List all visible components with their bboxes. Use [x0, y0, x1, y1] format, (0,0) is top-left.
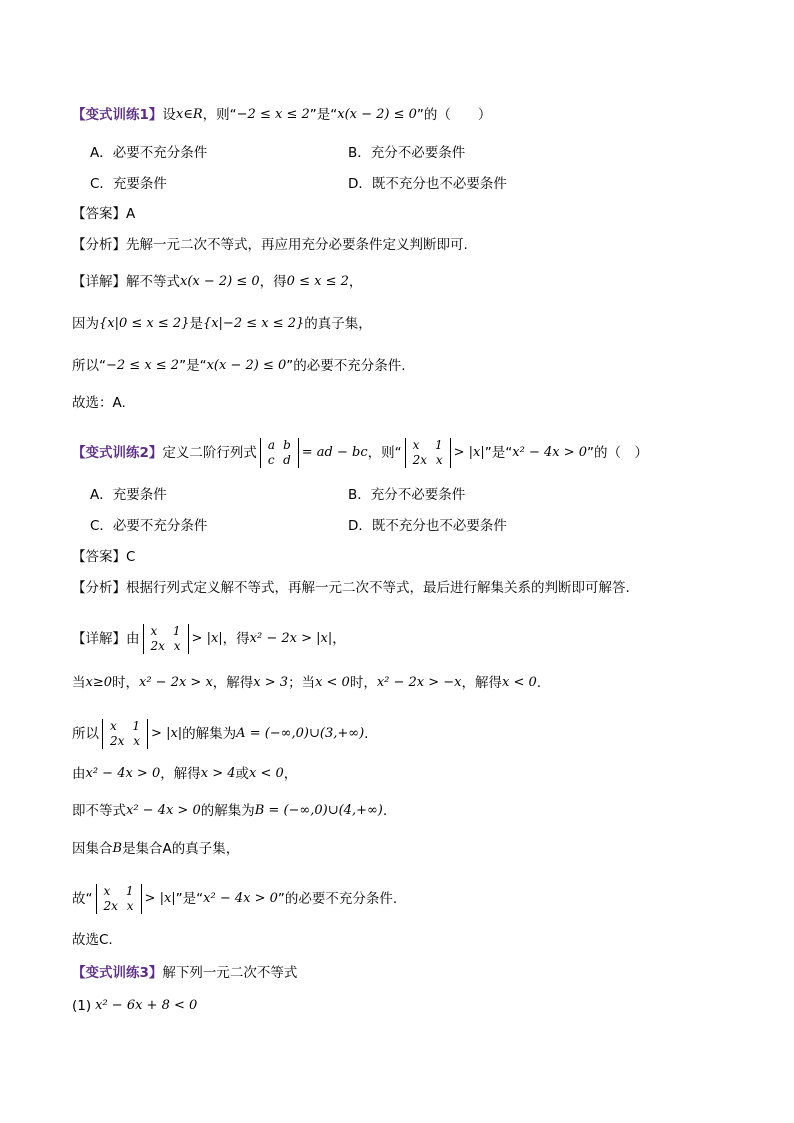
exercise2-choose: 故选C. [72, 932, 113, 948]
det-entry: 1 [132, 719, 141, 733]
text: 定义二阶行列式 [162, 445, 257, 461]
math: x² − 4x > 0 [85, 766, 161, 781]
det-entry: x [103, 884, 111, 898]
det-entry: 2x [110, 734, 125, 748]
exercise1-detail-line1 [72, 272, 362, 292]
exercise1-analysis [72, 235, 468, 255]
det-entry: x [126, 899, 134, 913]
det-entry: 1 [172, 624, 181, 638]
text: ”的（ ） [587, 445, 649, 461]
math: > |x| [453, 445, 485, 460]
exercise1-option-c: C．充要条件 [90, 176, 167, 192]
det-entry: d [283, 453, 291, 467]
math: x² − 4x > 0 [126, 803, 201, 818]
det-entry: c [267, 453, 275, 467]
text: 当 [72, 675, 86, 691]
math: x < 0 [249, 766, 284, 781]
text: 的真子集， [304, 316, 372, 332]
math: x < 0 [315, 675, 350, 690]
text: ”是“ [309, 107, 338, 123]
text: 是集合A的真子集， [122, 841, 240, 857]
label: 【分析】 [72, 237, 126, 253]
text: 故“ [72, 891, 93, 907]
exercise2-detail-line7 [72, 884, 397, 914]
math: > |x| [191, 631, 223, 646]
exercise2-option-a: A．充要条件 [90, 487, 167, 503]
exercise2-answer: 【答案】C [72, 549, 136, 565]
det-entry: x [150, 624, 158, 638]
text: 即不等式 [72, 803, 126, 819]
exercise2-detail-line1 [72, 624, 346, 654]
det-entry: 2x [103, 899, 118, 913]
text: 解不等式 [126, 274, 180, 290]
text: ， [332, 631, 346, 647]
text: 时， [349, 675, 377, 691]
text: ，得 [259, 274, 287, 290]
exercise3-question [72, 963, 297, 983]
exercise2-analysis [72, 578, 630, 598]
text: . [364, 726, 369, 742]
text: 或 [235, 766, 249, 782]
math: {x|0 ≤ x ≤ 2} [99, 316, 190, 331]
text: 因为 [72, 316, 99, 332]
exercise1-option-b: B．充分不必要条件 [348, 145, 466, 161]
math: x² − 2x > |x| [249, 631, 333, 646]
text: 由 [72, 766, 86, 782]
det-entry: x [412, 438, 420, 452]
text: . [382, 803, 388, 819]
math: x(x − 2) ≤ 0 [337, 107, 417, 122]
math: A = (−∞,0)∪(3,+∞) [236, 726, 365, 741]
text: ”是“ [484, 445, 513, 461]
text: . [536, 675, 542, 691]
math: x² − 2x > x [139, 675, 213, 690]
math: −2 ≤ x ≤ 2 [236, 107, 310, 122]
exercise1-question [72, 105, 491, 125]
exercise1-detail-line3 [72, 356, 406, 376]
math: x² − 4x > 0 [203, 891, 278, 906]
label: 【详解】 [72, 274, 126, 290]
text: ，得 [222, 631, 250, 647]
exercise2-question [72, 438, 648, 468]
exercise1-tag: 【变式训练1】 [72, 107, 163, 123]
label: 【详解】 [72, 631, 126, 647]
text: ，则“ [202, 107, 237, 123]
text: ”的必要不充分条件. [286, 358, 406, 374]
exercise2-option-b: B．充分不必要条件 [348, 487, 466, 503]
math: > |x| [151, 726, 183, 741]
det-entry: x [173, 639, 181, 653]
exercise1-option-a: A．必要不充分条件 [90, 145, 208, 161]
text: 由 [126, 631, 140, 647]
text: ；当 [288, 675, 316, 691]
text: ， [283, 766, 298, 782]
text: 设 [162, 107, 176, 123]
exercise1-answer: 【答案】A [72, 206, 136, 222]
item-number: (1) [72, 998, 92, 1014]
exercise2-detail-line3 [72, 719, 368, 749]
math: = ad − bc [301, 445, 368, 460]
text: ， [348, 274, 363, 290]
math: x > 3 [253, 675, 289, 690]
text: ”是“ [175, 891, 204, 907]
exercise2-detail-line5 [72, 801, 387, 821]
exercise1-choose: 故选：A. [72, 395, 126, 411]
determinant [96, 884, 142, 914]
det-entry: 2x [412, 453, 428, 467]
text: 所以“ [72, 358, 106, 374]
text: 的解集为 [182, 726, 237, 742]
math: 0 ≤ x ≤ 2 [286, 274, 349, 289]
math: > |x| [144, 891, 176, 906]
label: 【分析】 [72, 580, 126, 596]
exercise3-tag: 【变式训练3】 [72, 965, 163, 981]
math: x < 0 [502, 675, 537, 690]
text: 解下列一元二次不等式 [162, 965, 298, 981]
math: x > 4 [200, 766, 236, 781]
exercise2-detail-line2 [72, 673, 541, 693]
text: ，解得 [461, 675, 503, 691]
det-entry: 1 [125, 884, 134, 898]
math: x∈R [175, 107, 203, 122]
math: x² − 2x > −x [376, 675, 462, 690]
text: ”的必要不充分条件. [277, 891, 398, 907]
math: x² − 6x + 8 < 0 [95, 998, 198, 1013]
exercise2-option-d: D．既不充分也不必要条件 [348, 518, 507, 534]
determinant-definition [260, 438, 299, 468]
text: 是 [189, 316, 203, 332]
det-entry: 1 [435, 438, 443, 452]
exercise1-detail-line2 [72, 314, 372, 334]
det-entry: x [110, 719, 117, 733]
exercise2-detail-line6 [72, 839, 239, 859]
det-entry: b [283, 438, 291, 452]
math: {x|−2 ≤ x ≤ 2} [202, 316, 305, 331]
math: x≥0 [85, 675, 112, 690]
text: 先解一元二次不等式，再应用充分必要条件定义判断即可. [126, 237, 468, 253]
exercise2-tag: 【变式训练2】 [72, 445, 163, 461]
determinant [405, 438, 451, 468]
text: ，解得 [160, 766, 201, 782]
text: ，则“ [367, 445, 402, 461]
text: 时， [112, 675, 139, 691]
determinant [143, 624, 189, 654]
det-entry: x [435, 453, 443, 467]
det-entry: 2x [150, 639, 165, 653]
text: ，解得 [212, 675, 254, 691]
math: x(x − 2) ≤ 0 [180, 274, 260, 289]
math: x² − 4x > 0 [512, 445, 588, 460]
text: 所以 [72, 726, 99, 742]
exercise1-option-d: D．既不充分也不必要条件 [348, 176, 507, 192]
text: 因集合 [72, 841, 113, 857]
text: 的解集为 [200, 803, 255, 819]
text: ”的（ ） [416, 107, 492, 123]
det-entry: a [267, 438, 276, 452]
math: x(x − 2) ≤ 0 [206, 358, 287, 373]
exercise2-option-c: C．必要不充分条件 [90, 518, 208, 534]
math: −2 ≤ x ≤ 2 [106, 358, 180, 373]
determinant [102, 719, 148, 749]
exercise3-item1 [72, 996, 197, 1016]
exercise2-detail-line4 [72, 764, 297, 784]
math: B [112, 841, 123, 856]
text: 根据行列式定义解不等式，再解一元二次不等式，最后进行解集关系的判断即可解答. [126, 580, 630, 596]
text: ”是“ [179, 358, 207, 374]
det-entry: x [133, 734, 141, 748]
math: B = (−∞,0)∪(4,+∞) [254, 803, 383, 818]
